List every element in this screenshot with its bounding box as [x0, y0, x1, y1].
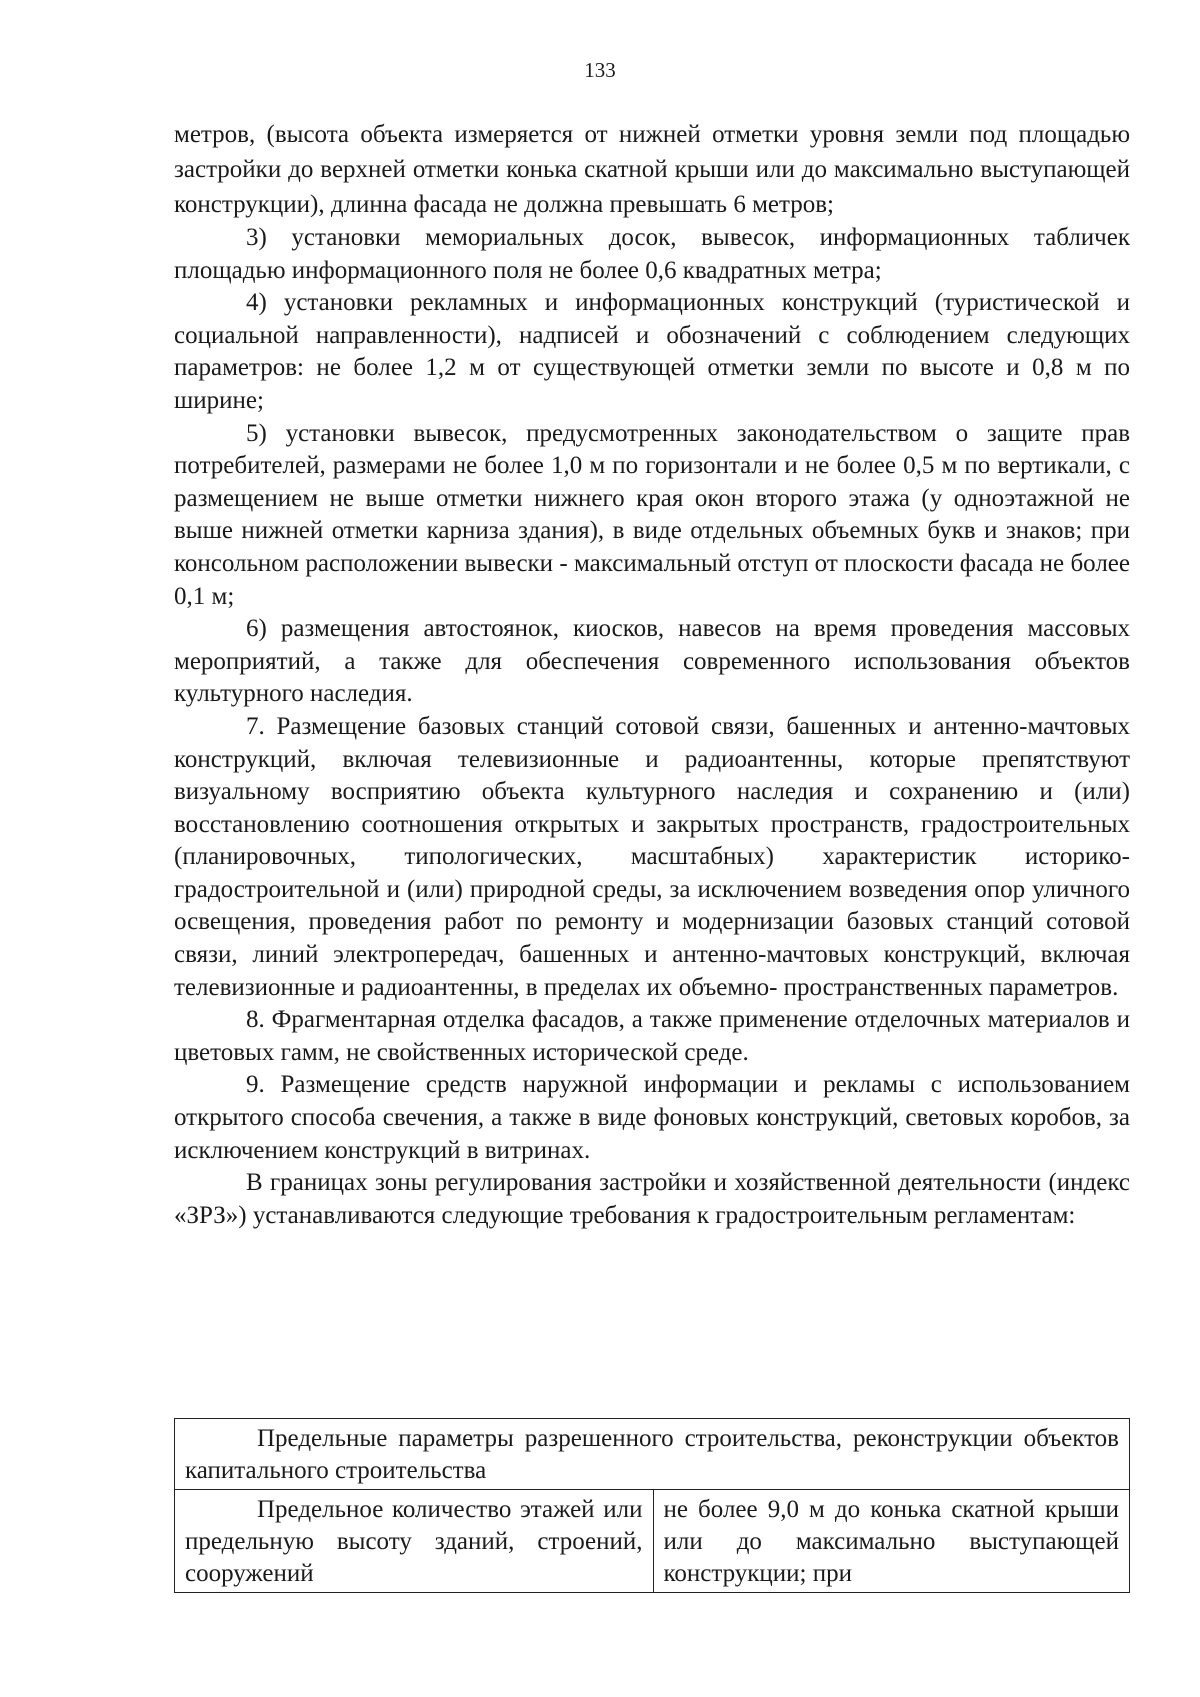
paragraph-zrz-intro: В границах зоны регулирования застройки и хозяйственной деятельности (индекс «ЗРЗ») устанавливаются следующие требования к градостроительным регламентам:: [174, 1169, 1130, 1229]
paragraph-continuation: метров, (высота объекта измеряется от нижней отметки уровня земли под площадью застройки до верхней отметки конька скатной крыши или до максимально выступающей конструкции), длинна фасада не должна превышать 6 метров;: [174, 121, 1130, 218]
document-body: [174, 117, 1130, 1232]
page-number: 133: [584, 58, 616, 82]
table-header-row: [175, 1419, 1130, 1490]
paragraph-clause-9: 9. Размещение средств наружной информации и рекламы с использованием открытого способа свечения, а также в виде фоновых конструкций, световых коробов, за исключением конструкций в витринах.: [174, 1071, 1130, 1164]
table-cell-parameter: Предельное количество этажей или предельную высоту зданий, строений, сооружений: [175, 1490, 654, 1593]
table-row: [175, 1490, 1130, 1593]
paragraph-item-5: 5) установки вывесок, предусмотренных законодательством о защите прав потребителей, размерами не более 1,0 м по горизонтали и не более 0,5 м по вертикали, с размещением не выше отметки нижнего края окон второго этажа (у одноэтажной не выше нижней отметки карниза здания), в виде отдельных объемных букв и знаков; при консольном расположении вывески - максимальный отступ от плоскости фасада не более 0,1 м;: [174, 419, 1130, 610]
paragraph-clause-8: 8. Фрагментарная отделка фасадов, а также применение отделочных материалов и цветовых гамм, не свойственных исторической среде.: [174, 1006, 1130, 1066]
paragraph-item-4: 4) установки рекламных и информационных конструкций (туристической и социальной направленности), надписей и обозначений с соблюдением следующих параметров: не более 1,2 м от существующей отметки земли по высоте и 0,8 м по ширине;: [174, 289, 1130, 414]
table-header-cell: Предельные параметры разрешенного строительства, реконструкции объектов капитального строительства: [175, 1419, 1130, 1490]
paragraph-item-6: 6) размещения автостоянок, киосков, навесов на время проведения массовых мероприятий, а также для обеспечения современного использования объектов культурного наследия.: [174, 615, 1130, 708]
regulations-table: [174, 1418, 1130, 1593]
table-cell-value: не более 9,0 м до конька скатной крыши или до максимально выступающей конструкции; при: [653, 1490, 1130, 1593]
paragraph-clause-7: 7. Размещение базовых станций сотовой связи, башенных и антенно-мачтовых конструкций, включая телевизионные и радиоантенны, которые препятствуют визуальному восприятию объекта культурного наследия и сохранению и (или) восстановлению соотношения открытых и закрытых пространств, градостроительных (планировочных, типологических, масштабных) характеристик историко-градостроительной и (или) природной среды, за исключением возведения опор уличного освещения, проведения работ по ремонту и модернизации базовых станций сотовой связи, линий электропередач, башенных и антенно-мачтовых конструкций, включая телевизионные и радиоантенны, в пределах их объемно- пространственных параметров.: [174, 712, 1130, 1001]
paragraph-item-3: 3) установки мемориальных досок, вывесок, информационных табличек площадью информационного поля не более 0,6 квадратных метра;: [174, 224, 1130, 284]
